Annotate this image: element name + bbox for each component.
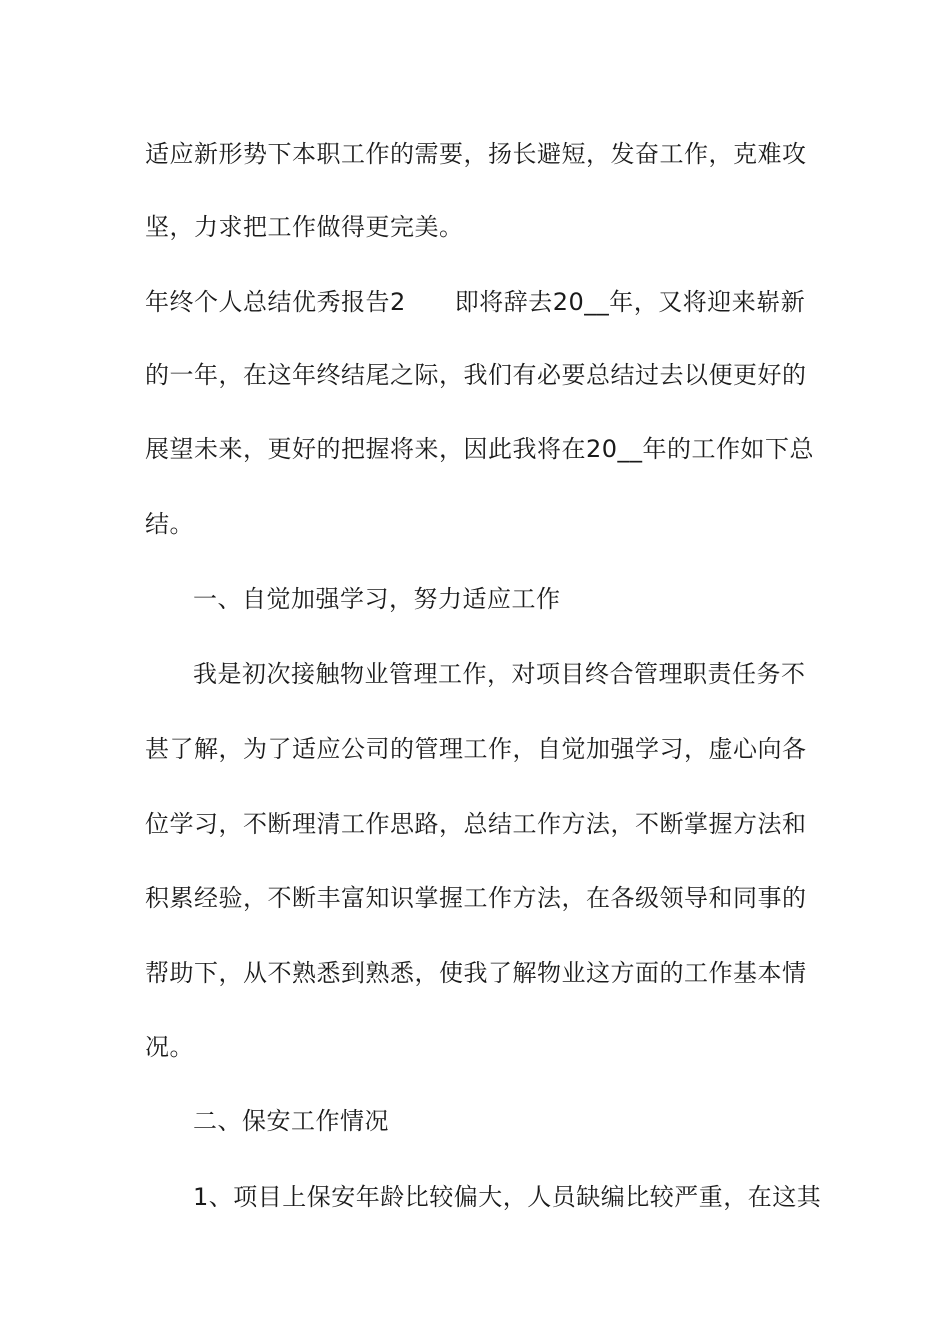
text-line: 的一年，在这年终结尾之际，我们有必要总结过去以便更好的	[145, 361, 807, 389]
text-line: 我是初次接触物业管理工作，对项目终合管理职责任务不	[193, 660, 806, 688]
text-line: 甚了解，为了适应公司的管理工作，自觉加强学习，虚心向各	[145, 735, 807, 763]
text-line: 适应新形势下本职工作的需要，扬长避短，发奋工作，克难攻	[145, 140, 807, 168]
section-heading: 二、保安工作情况	[193, 1107, 389, 1135]
text-line: 结。	[145, 510, 194, 538]
text-line: 位学习，不断理清工作思路，总结工作方法，不断掌握方法和	[145, 810, 807, 838]
text-line: 帮助下，从不熟悉到熟悉，使我了解物业这方面的工作基本情	[145, 959, 807, 987]
text-line: 年终个人总结优秀报告2 即将辞去20__年，又将迎来崭新	[145, 288, 806, 316]
text-line: 况。	[145, 1033, 194, 1061]
text-line: 积累经验，不断丰富知识掌握工作方法，在各级领导和同事的	[145, 884, 807, 912]
text-line: 展望未来，更好的把握将来，因此我将在20__年的工作如下总	[145, 435, 815, 463]
text-line: 坚，力求把工作做得更完美。	[145, 213, 464, 241]
section-heading: 一、自觉加强学习，努力适应工作	[193, 585, 561, 613]
text-line: 1、项目上保安年龄比较偏大，人员缺编比较严重，在这其	[193, 1183, 822, 1211]
